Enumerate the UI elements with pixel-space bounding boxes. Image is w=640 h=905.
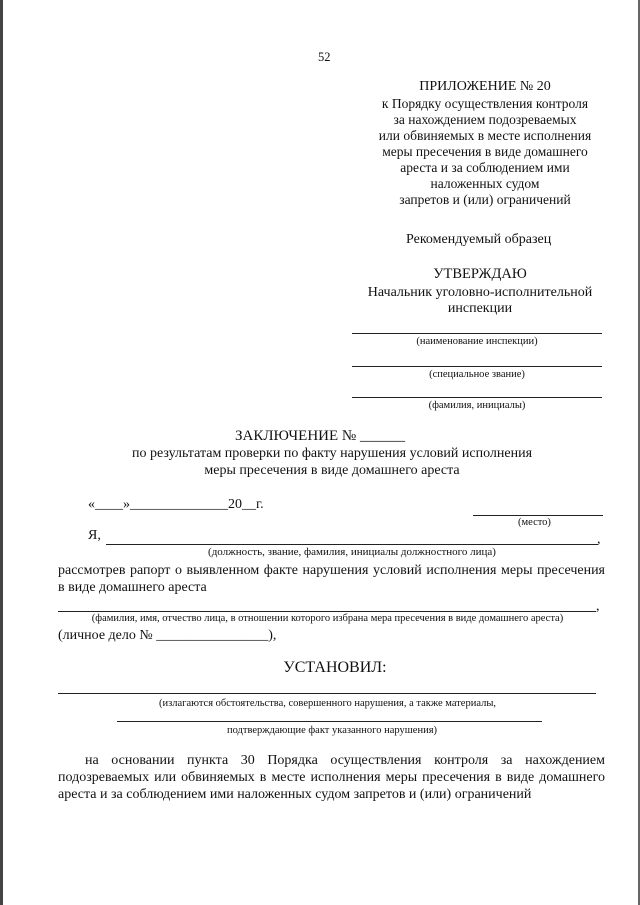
basis-text: на основании пункта 30 Порядка осуществления контроля за нахождением подозреваемых или обвиняемых в месте исполнения меры пресечения в виде домашнего ареста и за соблюдением ими наложенных судом запретов и (или) ограничений [58, 753, 605, 802]
person-line-comma: , [596, 599, 600, 614]
inspection-line [352, 333, 602, 334]
approval-line2: инспекции [447, 301, 513, 316]
conclusion-title: ЗАКЛЮЧЕНИЕ № ______ [235, 428, 405, 444]
report-text: рассмотрев рапорт о выявленном факте нарушения условий исполнения меры пресечения в виде домашнего ареста [58, 563, 605, 595]
rank-hint: (специальное звание) [429, 369, 525, 380]
person-hint: (фамилия, имя, отчество лица, в отношении которого избрана мера пресечения в виде домашнего ареста) [91, 613, 564, 624]
circumstances-hint1: (излагаются обстоятельства, совершенного нарушения, а также материалы, [159, 698, 496, 709]
appendix-line: или обвиняемых в месте исполнения [378, 128, 592, 143]
name-line [352, 397, 602, 398]
official-line [106, 544, 598, 545]
appendix-line: меры пресечения в виде домашнего [382, 144, 588, 159]
approval-line1: Начальник уголовно-исполнительной [367, 285, 593, 300]
appendix-block [350, 79, 620, 208]
circumstances-hint2: подтверждающие факт указанного нарушения) [226, 725, 438, 736]
inspection-hint: (наименование инспекции) [416, 336, 538, 347]
established-heading: УСТАНОВИЛ: [283, 659, 387, 676]
place-hint: (место) [518, 517, 551, 528]
name-hint: (фамилия, инициалы) [428, 400, 526, 411]
evidence-line [117, 721, 542, 722]
page-number: 52 [318, 50, 331, 64]
appendix-line: запретов и (или) ограничений [399, 192, 571, 207]
i-label: Я, [88, 528, 101, 543]
approval-title: УТВЕРЖДАЮ [433, 266, 527, 282]
rank-line [352, 366, 602, 367]
circumstances-line [58, 693, 596, 694]
person-line [58, 611, 596, 612]
sample-label: Рекомендуемый образец [406, 232, 552, 247]
conclusion-subtitle1: по результатам проверки по факту нарушения условий исполнения [131, 446, 533, 461]
personal-file: (личное дело № ________________), [58, 628, 277, 643]
appendix-line: за нахождением подозреваемых [393, 112, 577, 127]
conclusion-subtitle2: меры пресечения в виде домашнего ареста [204, 463, 460, 478]
place-line [473, 515, 603, 516]
official-line-comma: , [597, 532, 601, 547]
date-line: «____»______________20__г. [88, 497, 264, 512]
appendix-title: ПРИЛОЖЕНИЕ № 20 [419, 79, 551, 94]
appendix-line: наложенных судом [430, 176, 540, 191]
appendix-line: ареста и за соблюдением ими [400, 160, 570, 175]
official-hint: (должность, звание, фамилия, инициалы должностного лица) [208, 546, 496, 558]
appendix-line: к Порядку осуществления контроля [381, 96, 589, 111]
